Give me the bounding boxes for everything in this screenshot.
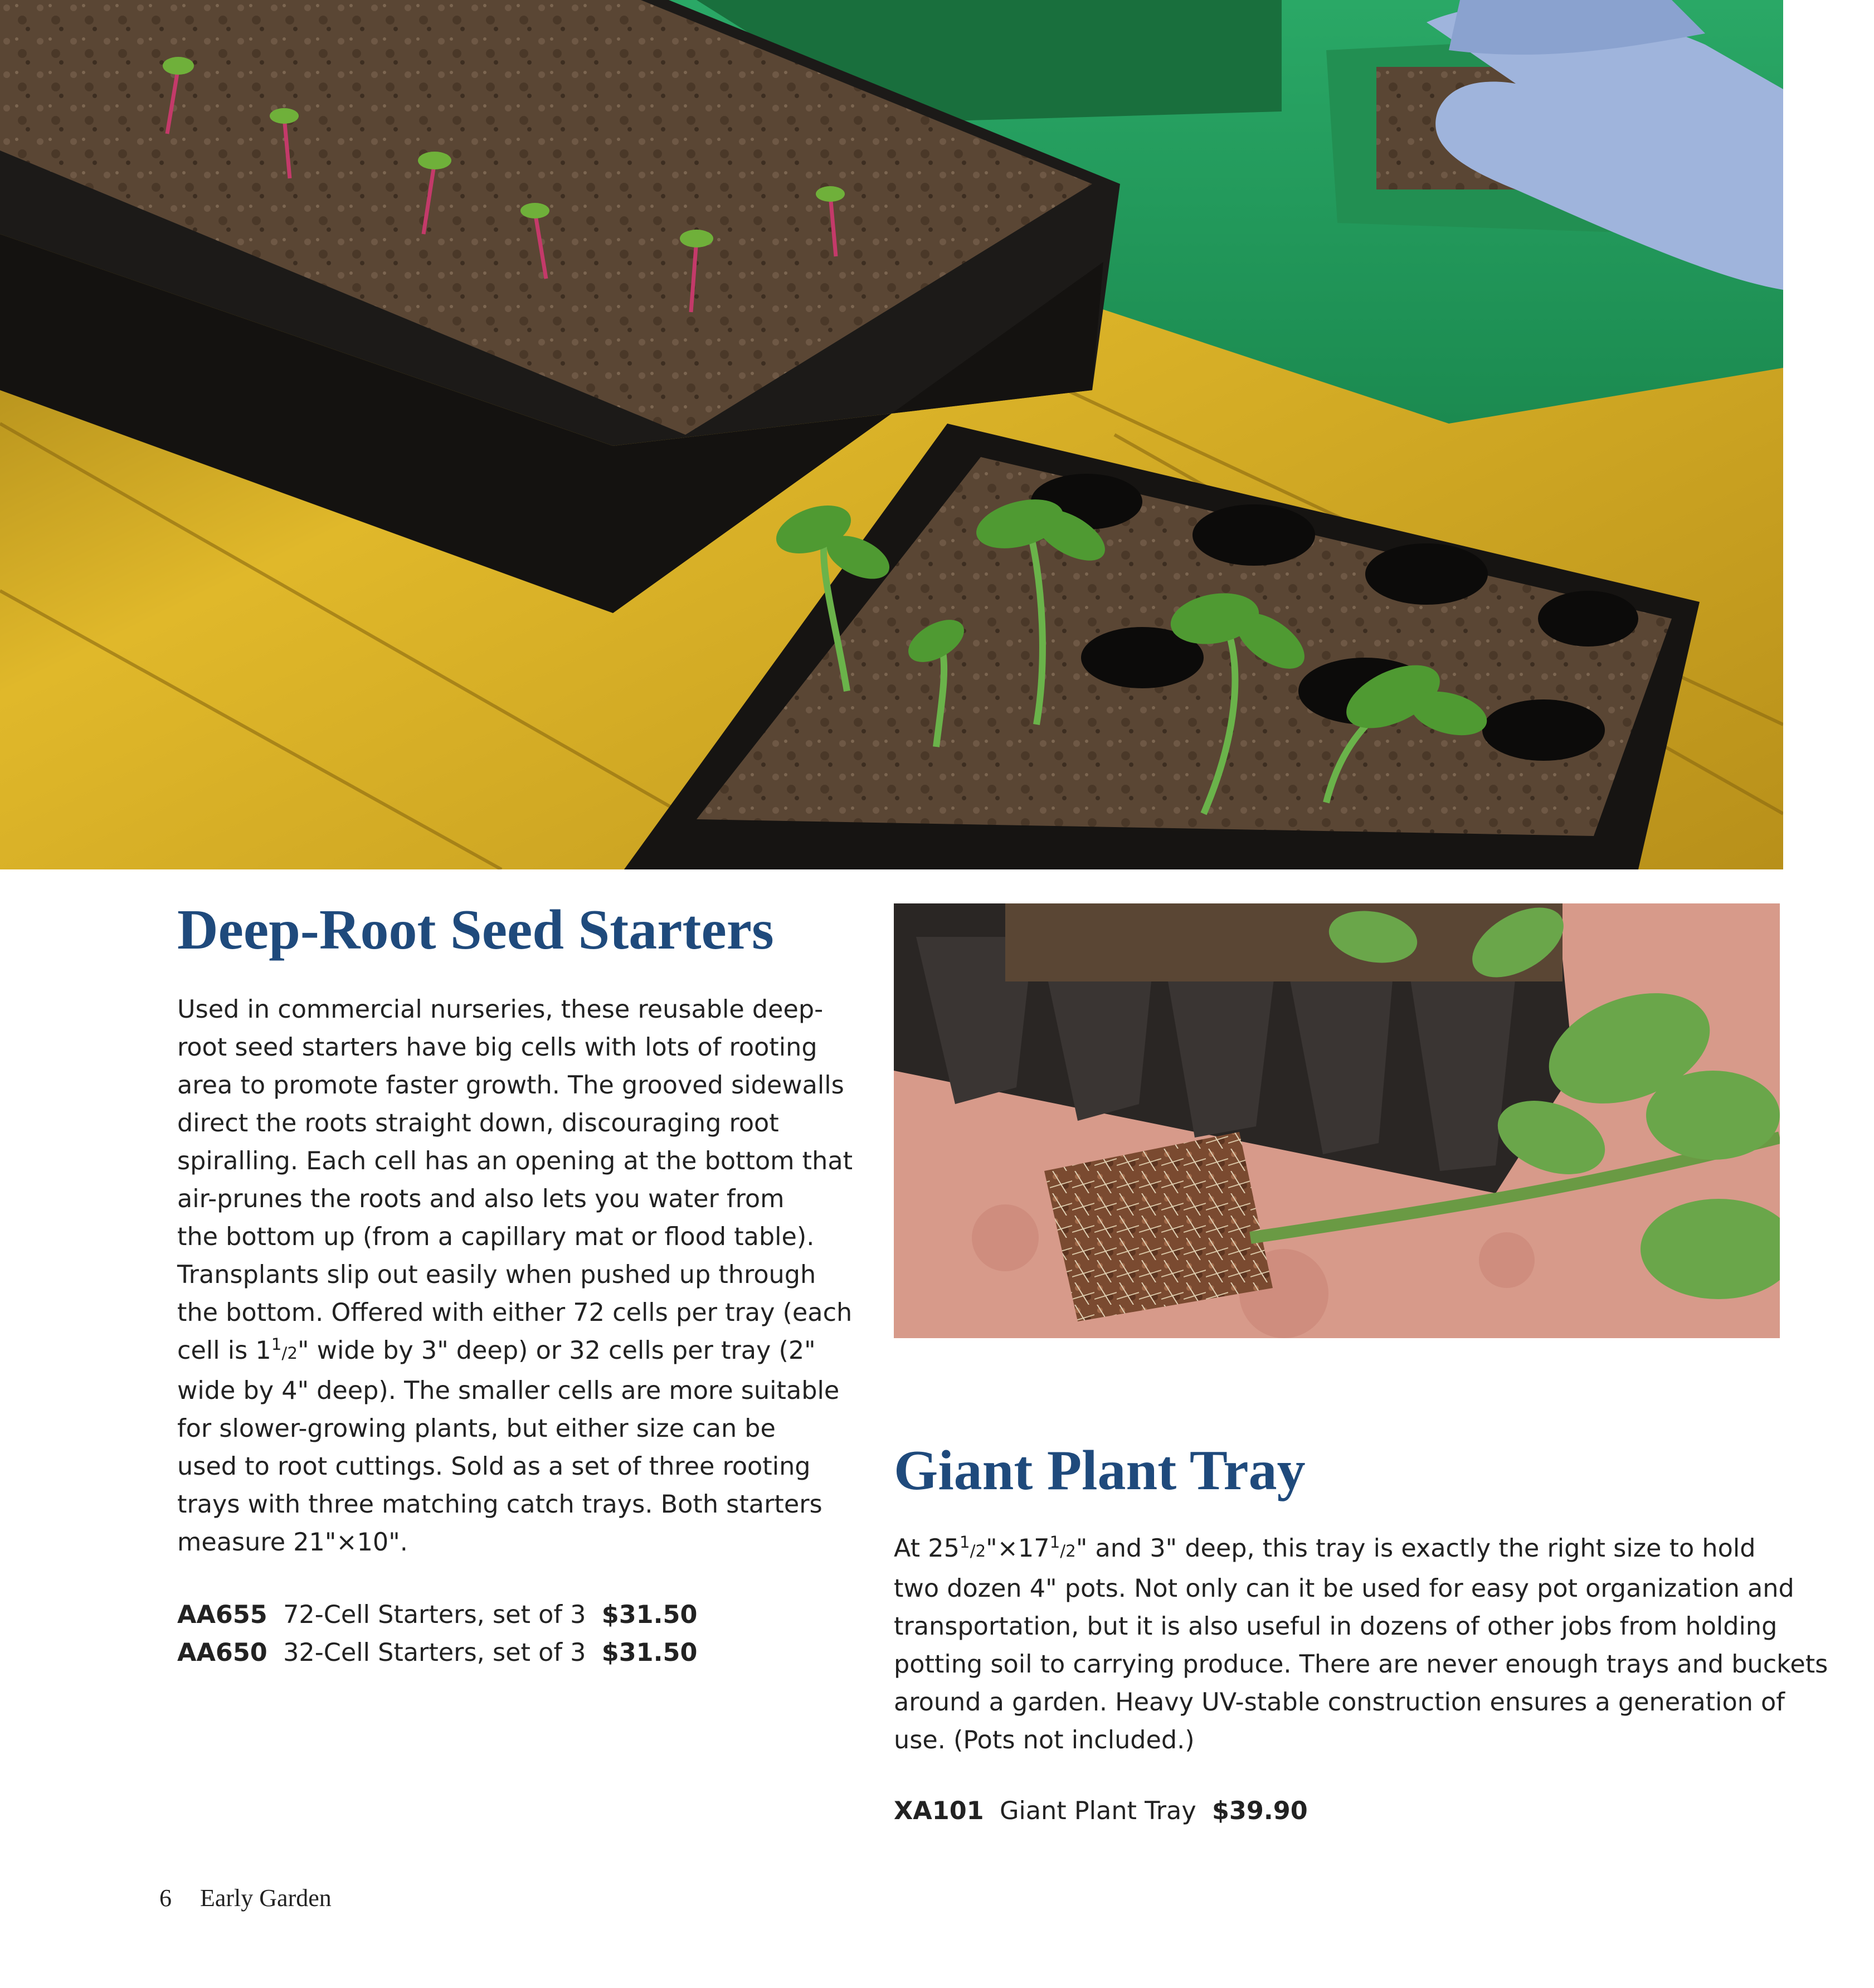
item-price: $39.90 (1211, 1797, 1308, 1825)
body-line: transportation, but it is also useful in dozens of other jobs from holding (894, 1612, 1778, 1641)
item-price: $31.50 (601, 1639, 698, 1667)
fraction-slash: / (281, 1344, 288, 1363)
giant-tray-description (894, 1530, 1828, 1759)
fraction-denominator: 2 (287, 1344, 298, 1363)
order-line (894, 1792, 1308, 1830)
item-price: $31.50 (601, 1601, 698, 1629)
fraction-denominator: 2 (975, 1542, 986, 1561)
fraction-numerator: 1 (1049, 1532, 1060, 1552)
order-line (177, 1596, 697, 1634)
item-name: Giant Plant Tray (999, 1797, 1196, 1825)
deep-root-title: Deep-Root Seed Starters (177, 898, 774, 961)
body-line: two dozen 4" pots. Not only can it be used for easy pot organization and (894, 1574, 1794, 1603)
body-line: root seed starters have big cells with lots of rooting (177, 1033, 817, 1062)
fraction-numerator: 1 (271, 1334, 282, 1354)
body-line: the bottom up (from a capillary mat or flood table). (177, 1223, 815, 1251)
text-run: " and 3" deep, this tray is exactly the right size to hold (1075, 1534, 1756, 1563)
body-line: area to promote faster growth. The grooved sidewalls (177, 1071, 844, 1100)
body-line: spiralling. Each cell has an opening at the bottom that (177, 1147, 853, 1175)
rootball-photo (894, 903, 1780, 1338)
item-number: AA655 (177, 1601, 267, 1629)
page-number: 6 (159, 1884, 172, 1912)
body-line: use. (Pots not included.) (894, 1726, 1195, 1754)
deep-root-description (177, 991, 853, 1562)
body-line: wide by 4" deep). The smaller cells are more suitable (177, 1377, 840, 1405)
body-line: air-prunes the roots and also lets you water from (177, 1185, 785, 1213)
page-footer (159, 1884, 332, 1912)
fraction-slash: / (1060, 1542, 1066, 1561)
body-line: direct the roots straight down, discouraging root (177, 1109, 779, 1138)
text-run: cell is 1 (177, 1336, 271, 1365)
deep-root-order-list (177, 1596, 697, 1672)
body-line: the bottom. Offered with either 72 cells per tray (each (177, 1299, 853, 1327)
body-line: trays with three matching catch trays. Both starters (177, 1490, 822, 1519)
item-number: XA101 (894, 1797, 984, 1825)
item-name: 32-Cell Starters, set of 3 (283, 1639, 586, 1667)
hero-photo-seedling-trays (0, 0, 1783, 869)
item-name: 72-Cell Starters, set of 3 (283, 1601, 586, 1629)
fraction (271, 1334, 298, 1363)
fraction (959, 1532, 986, 1561)
section-name: Early Garden (200, 1884, 332, 1912)
body-line: around a garden. Heavy UV-stable construction ensures a generation of (894, 1688, 1785, 1717)
text-run: " wide by 3" deep) or 32 cells per tray (2" (298, 1336, 816, 1365)
text-run: "×17 (986, 1534, 1050, 1563)
body-line: Transplants slip out easily when pushed up through (177, 1261, 816, 1289)
body-line-fraction (177, 1332, 846, 1372)
fraction (1049, 1532, 1076, 1561)
order-line (177, 1634, 697, 1672)
fraction-denominator: 2 (1065, 1542, 1076, 1561)
fraction-slash: / (970, 1542, 976, 1561)
body-line-fraction (894, 1530, 1774, 1570)
giant-tray-title: Giant Plant Tray (894, 1439, 1306, 1502)
fraction-numerator: 1 (959, 1532, 970, 1552)
text-run: At 25 (894, 1534, 960, 1563)
body-line: Used in commercial nurseries, these reusable deep- (177, 995, 824, 1024)
item-number: AA650 (177, 1639, 267, 1667)
body-line: potting soil to carrying produce. There are never enough trays and buckets (894, 1650, 1828, 1679)
body-line: measure 21"×10". (177, 1528, 408, 1557)
body-line: used to root cuttings. Sold as a set of three rooting (177, 1452, 811, 1481)
body-line: for slower-growing plants, but either size can be (177, 1415, 776, 1443)
giant-tray-order-list (894, 1792, 1308, 1830)
